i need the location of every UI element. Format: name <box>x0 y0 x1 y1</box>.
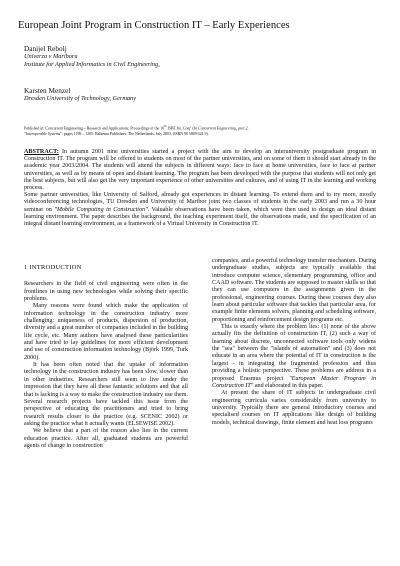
author-block-1 <box>24 44 160 70</box>
pub-sup: th <box>164 124 167 128</box>
body-paragraph: Many reasons were found which make the application of information technology in the construction industry more challenging: uniqueness of products, dispersion of production, diversity and a great number of companies included in the building life cycle, etc. Many authors have analysed these particularities and have tried to lay guidelines for more efficient development and use of construction information technology (Björk 1999, Turk 2000). <box>24 303 188 361</box>
body-paragraph: At present the share of IT subjects in undergraduate civil engineering curricula varies considerably from university to university. Typically there are general introductory courses and specialised courses on IT applications like design of building models, technical drawings, finite element and heat loss programs <box>212 390 376 426</box>
author-affiliation: Univerza v Mariboru <box>24 53 78 60</box>
author-block-2 <box>24 86 136 103</box>
publication-info <box>24 124 389 137</box>
author-name: Danijel Rebolj <box>24 44 67 53</box>
section-heading: 1 INTRODUCTION <box>24 264 82 271</box>
body-paragraph: We believe that a part of the reason also lies in the current education practice. After all, graduated students are powerful agents of change in construction <box>24 428 188 449</box>
abstract-paragraph-2a: Some partner universities, like University of Salford, already got experiences in distant learning. To extend them and to try more, mostly videoconferencing technologies, TU Dresden and University of Maribor joint two classes of students in the early 2003 and run a 30 hour seminar on <box>24 192 376 213</box>
project-title: "European Master Program in Construction IT" <box>212 375 376 389</box>
pub-details: : pages 1199 – 1205: Balkema Publishers, The Netherlands, July 2003, (ISBN 90 5809 624 9). <box>61 131 209 136</box>
abstract-paragraph-2b: . Valuable observations have been taken, which were then used to design an ideal distant learning environment. The paper describes the background, the teaching experiment itself, the observations made, and the specification of an integral distant learning environment, as a framework of a Virtual University in Construction IT. <box>24 206 376 228</box>
abstract-label: ABSTRACT: <box>24 149 59 155</box>
right-column <box>212 258 376 427</box>
body-text: This is exactly where the problem lies: (1) none of the above actually fits the definition of construction IT, (2) such a way of learning about discrete, unconnected software tools only widens the "sea" between the "islands of automation" and (3) does not educate in an area where the potential of IT in construction is the largest - in integrating the fragmented profession and thus providing a holistic perspective. These problems are address in a proposed Erasmus project <box>212 324 376 382</box>
abstract-paragraph-1: In autumn 2001 nine universities started a project with the aim to develop an interuniversity postgraduate program in Construction IT. The program will be offered to students on most of the partner universities, and on some of them it should start already in the academic year 2003/2004. The students will attend the subjects in different ways: face to face at home universities, face to face at partner universities, as well as by means of open and distant learning. The program has been developed with the purpose that students will not only get the best subjects, but will also get the very important experience of other universities and cultures, and of using IT in the learning and working process. <box>24 149 376 192</box>
abstract-seminar-title: "Mobile Computing in Construction" <box>54 206 148 213</box>
author-institute: Institute for Applied Informatics in Civil Engineering, <box>24 61 160 69</box>
pub-subtitle: "Interoperable Systems" <box>24 131 62 136</box>
pub-text-italic: ISPE Int. Conf. On Concurrent Engineering, part 2, <box>166 126 249 131</box>
abstract <box>24 149 376 228</box>
author-affiliation: Dresden University of Technology, Germany <box>24 95 136 102</box>
body-paragraph: companies, and a powerful technology transfer mechanism. During undergraduate studies, subjects are typically available that introduce computer science, elementary programming, office and CAAD software. The students are supposed to master skills so that they can use computers in the assignments given in the professional, engineering courses. During these courses they also learn about particular software that tackles that particular area, for example finite elements solvers, planning and scheduling software, proportioning and reinforcement design programs etc. <box>212 258 376 323</box>
publication-line-2 <box>24 132 389 137</box>
body-paragraph: It has been often noted that the uptake of information technology in the construction industry has been slow, slower than in other industries. Researchers still seem to live under the impression that they have all these fantastic solutions and that all that is lacking is a way to make the construction industry use them. Several research projects have tackled this issue from the perspective of educating the practitioners and tried to bring research results closer to the practice (e.g. SCENIC 2002) or asking the practice what it actually wants (ELSEWISE 2002). <box>24 362 188 427</box>
publication-line-1 <box>24 124 389 132</box>
paper-title: European Joint Program in Construction IT – Early Experiences <box>18 20 290 31</box>
pub-text: Published in: Concurrent Engineering – Research and Applications; Proceedings of the 10 <box>24 126 165 131</box>
left-column <box>24 264 188 450</box>
author-name: Karsten Menzel <box>24 86 71 95</box>
body-paragraph <box>212 324 376 390</box>
body-text: and elaborated in this paper. <box>253 382 324 389</box>
body-paragraph: Researchers in the field of civil engineering were often in the frontlines in using new technologies while solving their specific problems. <box>24 281 188 303</box>
